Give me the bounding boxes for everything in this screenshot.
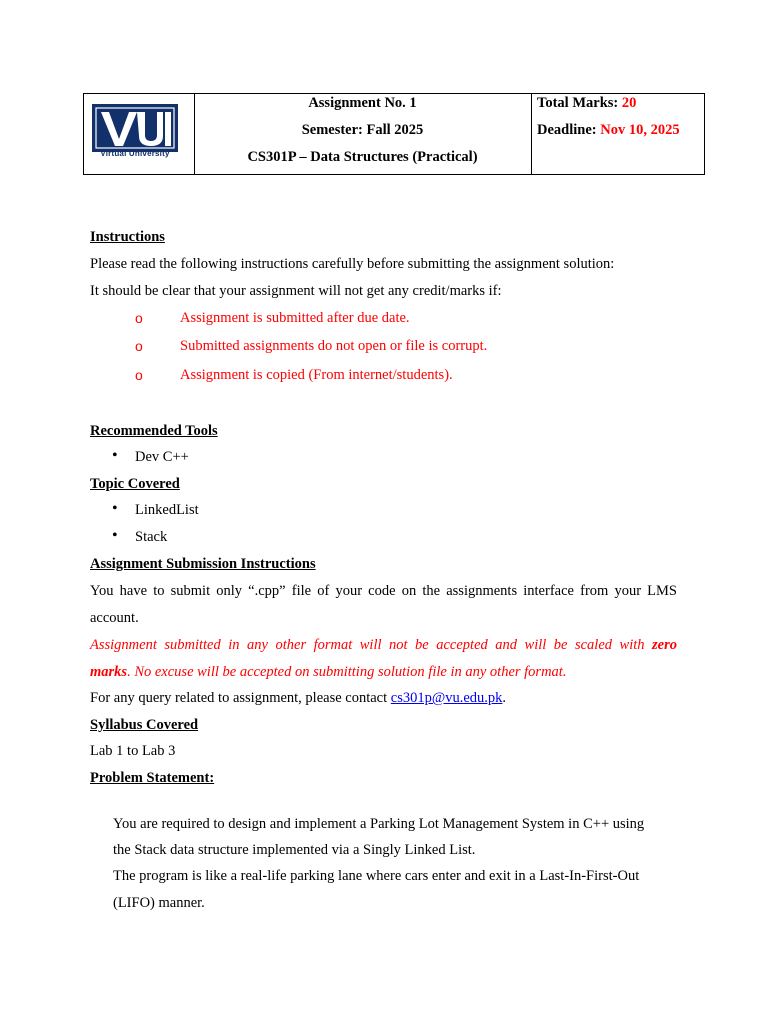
deadline-label: Deadline: bbox=[537, 122, 597, 138]
instructions-line-1: Please read the following instructions carefully before submitting the assignment solution: bbox=[90, 256, 615, 272]
problem-line: You are required to design and implement a Parking Lot Management System in C++ using bbox=[113, 816, 645, 832]
header-table bbox=[83, 93, 705, 175]
total-marks-label: Total Marks: bbox=[537, 95, 619, 111]
submission-warning-2 bbox=[90, 664, 566, 681]
problem-line: The program is like a real-life parking lane where cars enter and exit in a Last-In-First-Out bbox=[113, 868, 640, 884]
total-marks-value: 20 bbox=[621, 95, 637, 111]
semester: Semester: Fall 2025 bbox=[301, 122, 424, 138]
instructions-line-2: It should be clear that your assignment will not get any credit/marks if: bbox=[90, 283, 502, 299]
contact-prefix: For any query related to assignment, please contact bbox=[90, 690, 391, 706]
warning-text: Assignment submitted in any other format will not be accepted and will be scaled with bbox=[90, 637, 653, 653]
problem-heading: Problem Statement: bbox=[90, 770, 215, 786]
topics-heading: Topic Covered bbox=[90, 476, 180, 492]
submission-warning-1 bbox=[90, 637, 677, 654]
vu-logo-icon bbox=[91, 100, 179, 156]
contact-suffix: . bbox=[502, 690, 507, 706]
problem-line: (LIFO) manner. bbox=[113, 895, 205, 911]
course-title: CS301P – Data Structures (Practical) bbox=[247, 149, 478, 165]
problem-line: the Stack data structure implemented via a Singly Linked List. bbox=[113, 842, 476, 858]
bullet-o-icon: o bbox=[135, 338, 143, 354]
contact-email-link[interactable]: cs301p@vu.edu.pk bbox=[390, 690, 503, 706]
submission-heading: Assignment Submission Instructions bbox=[90, 556, 316, 572]
submission-line-1: You have to submit only “.cpp” file of your code on the assignments interface from your LMS bbox=[90, 583, 677, 599]
bullet-o-icon: o bbox=[135, 310, 143, 326]
tool-item: Dev C++ bbox=[135, 449, 189, 465]
tools-heading: Recommended Tools bbox=[90, 423, 218, 439]
total-marks bbox=[537, 95, 636, 112]
assignment-number: Assignment No. 1 bbox=[308, 95, 417, 111]
marks-cell bbox=[531, 94, 704, 174]
title-cell bbox=[194, 94, 532, 174]
bullet-dot-icon: • bbox=[112, 527, 118, 544]
syllabus-heading: Syllabus Covered bbox=[90, 717, 199, 733]
deadline-value: Nov 10, 2025 bbox=[600, 122, 680, 138]
logo-cell bbox=[84, 94, 195, 174]
topic-item: LinkedList bbox=[135, 502, 199, 518]
warning-bold: zero bbox=[652, 637, 677, 653]
submission-line-2: account. bbox=[90, 610, 139, 626]
logo-caption: Virtual University bbox=[100, 149, 170, 158]
syllabus-text: Lab 1 to Lab 3 bbox=[90, 743, 176, 759]
bullet-dot-icon: • bbox=[112, 447, 118, 464]
warning-bold: marks bbox=[90, 664, 128, 680]
instructions-heading: Instructions bbox=[90, 229, 165, 245]
instruction-item: Assignment is copied (From internet/students). bbox=[180, 367, 453, 383]
instruction-item: Submitted assignments do not open or file is corrupt. bbox=[180, 338, 488, 354]
topic-item: Stack bbox=[135, 529, 168, 545]
instruction-item: Assignment is submitted after due date. bbox=[180, 310, 410, 326]
deadline bbox=[537, 122, 680, 139]
contact-line bbox=[90, 690, 506, 707]
bullet-dot-icon: • bbox=[112, 500, 118, 517]
bullet-o-icon: o bbox=[135, 367, 143, 383]
warning-text: . No excuse will be accepted on submitting solution file in any other format. bbox=[127, 664, 567, 680]
